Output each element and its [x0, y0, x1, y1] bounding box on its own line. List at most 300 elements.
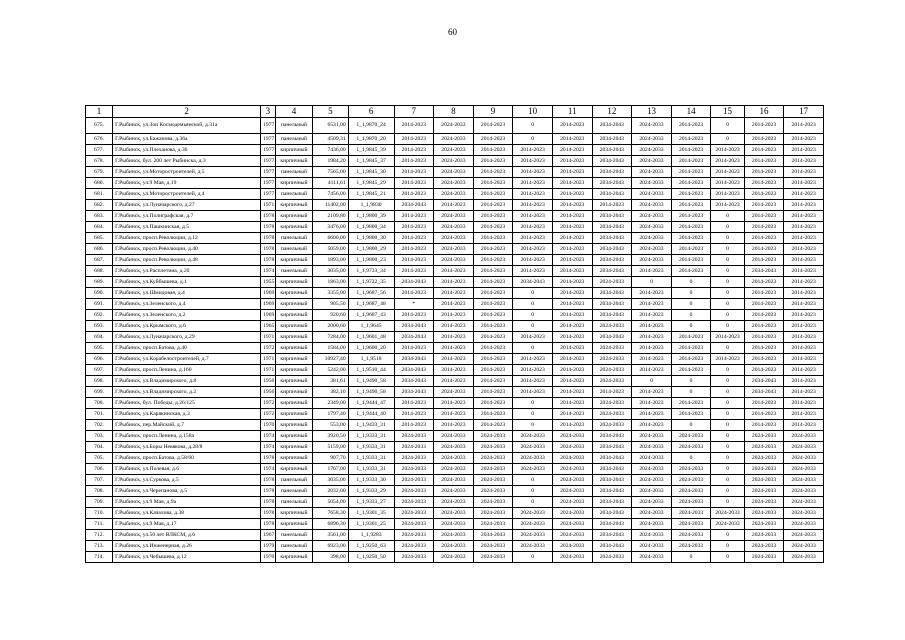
table-cell: 7658,30 — [313, 508, 348, 519]
table-cell: 2024-2033 — [394, 497, 434, 508]
table-cell: 0 — [513, 321, 553, 332]
table-cell: 680. — [86, 178, 113, 189]
table-cell: 1977 — [261, 156, 276, 167]
table-cell: 2014-2023 — [632, 420, 672, 431]
table-cell: панельный — [275, 233, 313, 244]
table-cell: 2024-2033 — [513, 519, 553, 530]
table-cell: 2024-2033 — [632, 497, 672, 508]
column-header: 10 — [513, 106, 553, 118]
table-cell: 2024-2033 — [632, 486, 672, 497]
table-cell: 0 — [513, 420, 553, 431]
table-cell: 0 — [711, 244, 744, 255]
table-cell: 2014-2023 — [744, 134, 784, 145]
table-cell: 2034-2043 — [592, 519, 632, 530]
table-cell: 2014-2023 — [784, 244, 824, 255]
table-cell: 2014-2023 — [784, 211, 824, 222]
table-cell: 1584,00 — [313, 343, 348, 354]
column-header: 15 — [711, 106, 744, 118]
table-cell: 2014-2023 — [473, 118, 513, 134]
table-cell: 2024-2033 — [784, 530, 824, 541]
table-cell: 2014-2023 — [513, 376, 553, 387]
table-cell: 2024-2033 — [473, 475, 513, 486]
table-cell: 5054,00 — [313, 497, 348, 508]
table-body — [86, 118, 824, 563]
table-cell: 1984,20 — [313, 156, 348, 167]
table-cell: 2034-2043 — [592, 530, 632, 541]
table-cell: 0 — [711, 299, 744, 310]
table-cell: 2014-2023 — [473, 145, 513, 156]
table-cell: 2014-2023 — [394, 409, 434, 420]
table-cell: 907,70 — [313, 453, 348, 464]
table-cell: 2014-2023 — [744, 354, 784, 365]
table-cell: 2014-2023 — [744, 211, 784, 222]
table-cell: 677. — [86, 145, 113, 156]
table-cell: 2014-2023 — [473, 310, 513, 321]
table-cell: 2014-2023 — [784, 134, 824, 145]
table-cell: Г.Рыбинск, ул.9 Мая, д.19 — [113, 178, 261, 189]
table-cell: 2034-2043 — [394, 321, 434, 332]
table-cell: 2014-2023 — [784, 321, 824, 332]
table-cell: панельный — [275, 167, 313, 178]
table-cell: 0 — [711, 376, 744, 387]
table-cell: 2014-2023 — [473, 200, 513, 211]
table-cell: 2024-2033 — [434, 464, 474, 475]
table-cell: 2024-2033 — [552, 519, 592, 530]
table-cell: кирпичный — [275, 343, 313, 354]
table-row — [86, 365, 824, 376]
table-cell: 0 — [671, 288, 711, 299]
table-cell: 2014-2023 — [552, 387, 592, 398]
table-cell: 2024-2033 — [552, 508, 592, 519]
table-cell: кирпичный — [275, 398, 313, 409]
table-cell: 1_1,9845_39 — [348, 145, 394, 156]
table-header-row — [86, 106, 824, 118]
table-cell: кирпичный — [275, 310, 313, 321]
table-cell: 1978 — [261, 244, 276, 255]
table-cell: 4111,61 — [313, 178, 348, 189]
table-cell: 2034-2043 — [744, 266, 784, 277]
table-cell: 0 — [711, 277, 744, 288]
table-cell: 1955 — [261, 277, 276, 288]
table-cell: 1_1,9870_20 — [348, 134, 394, 145]
table-cell: 2024-2033 — [744, 552, 784, 563]
table-cell: кирпичный — [275, 277, 313, 288]
table-cell: Г.Рыбинск, ул.9 Мая, д.17 — [113, 519, 261, 530]
table-cell: 2024-2033 — [552, 442, 592, 453]
table-cell: 2024-2033 — [632, 244, 672, 255]
table-cell: 2024-2033 — [592, 420, 632, 431]
table-cell: 3035,00 — [313, 475, 348, 486]
table-cell: 2034-2043 — [592, 145, 632, 156]
table-cell: 2024-2033 — [434, 255, 474, 266]
table-cell: 2014-2023 — [513, 167, 553, 178]
table-cell: 2014-2023 — [744, 420, 784, 431]
table-cell: 0 — [711, 420, 744, 431]
table-cell: 0 — [513, 409, 553, 420]
table-cell: 2014-2023 — [671, 211, 711, 222]
table-cell: 699. — [86, 387, 113, 398]
table-cell: 2024-2033 — [513, 431, 553, 442]
table-cell: 905,50 — [313, 299, 348, 310]
column-header: 9 — [473, 106, 513, 118]
table-cell: 2034-2043 — [592, 211, 632, 222]
table-cell: 2024-2033 — [473, 552, 513, 563]
table-cell: кирпичный — [275, 211, 313, 222]
table-cell: 1_1,9250_63 — [348, 541, 394, 552]
table-cell: 2014-2023 — [552, 189, 592, 200]
table-cell: 0 — [671, 277, 711, 288]
table-cell: 2014-2023 — [552, 409, 592, 420]
table-cell: 0 — [513, 310, 553, 321]
table-cell: 1_1,9687_56 — [348, 288, 394, 299]
table-cell: 1_1,9845_29 — [348, 178, 394, 189]
table-cell: 0 — [513, 475, 553, 486]
table-cell: 2014-2023 — [513, 211, 553, 222]
table-cell: 1977 — [261, 178, 276, 189]
table-row — [86, 541, 824, 552]
table-cell: 2014-2023 — [784, 288, 824, 299]
table-cell: 2014-2023 — [473, 387, 513, 398]
table-cell: 1972 — [261, 409, 276, 420]
table-cell: 0 — [711, 475, 744, 486]
column-header: 14 — [671, 106, 711, 118]
table-cell: 2024-2033 — [744, 475, 784, 486]
table-cell: 2014-2023 — [671, 167, 711, 178]
table-cell: 2014-2023 — [552, 145, 592, 156]
table-cell: 2024-2033 — [632, 541, 672, 552]
table-cell: 2014-2023 — [473, 189, 513, 200]
table-cell: 1969 — [261, 299, 276, 310]
table-cell: 2014-2023 — [632, 332, 672, 343]
table-cell: 2014-2023 — [671, 255, 711, 266]
table-cell: 2014-2023 — [513, 332, 553, 343]
table-cell: 2014-2023 — [711, 167, 744, 178]
table-cell: 703. — [86, 431, 113, 442]
table-cell: 0 — [711, 255, 744, 266]
table-cell: Г.Рыбинск, ул.Зои Космодемьянской, д.31а — [113, 118, 261, 134]
table-cell: 2032,00 — [313, 486, 348, 497]
table-cell: Г.Рыбинск, ул.Моторостроителей, д.5 — [113, 167, 261, 178]
table-cell: 2024-2033 — [473, 497, 513, 508]
table-cell: кирпичный — [275, 508, 313, 519]
table-cell: 2034-2043 — [394, 354, 434, 365]
table-cell: 2024-2033 — [434, 167, 474, 178]
table-cell: 2014-2023 — [552, 321, 592, 332]
table-cell: 2024-2033 — [434, 134, 474, 145]
table-cell: 2014-2023 — [434, 409, 474, 420]
table-cell: 2014-2023 — [473, 167, 513, 178]
table-cell: 1970 — [261, 552, 276, 563]
table-cell: 688. — [86, 266, 113, 277]
table-cell: 2024-2033 — [434, 178, 474, 189]
table-cell: 2024-2033 — [784, 464, 824, 475]
table-cell: 2024-2033 — [434, 497, 474, 508]
table-cell: 3561,00 — [313, 530, 348, 541]
table-cell: 2014-2023 — [513, 255, 553, 266]
table-cell: 2014-2023 — [473, 376, 513, 387]
table-row — [86, 244, 824, 255]
table-cell: 2024-2033 — [513, 530, 553, 541]
table-cell: 1978 — [261, 255, 276, 266]
table-cell: 1_1,9301_35 — [348, 508, 394, 519]
table-cell: 2024-2033 — [784, 486, 824, 497]
table-cell: кирпичный — [275, 453, 313, 464]
table-row — [86, 299, 824, 310]
table-cell: 2024-2033 — [632, 431, 672, 442]
table-cell: 2024-2033 — [473, 464, 513, 475]
table-cell: 2014-2023 — [473, 354, 513, 365]
table-cell: 2024-2033 — [784, 431, 824, 442]
table-cell: 2034-2043 — [592, 178, 632, 189]
table-cell: кирпичный — [275, 409, 313, 420]
table-cell: 7565,00 — [313, 167, 348, 178]
table-cell: 2014-2023 — [394, 211, 434, 222]
table-cell: 2024-2033 — [434, 541, 474, 552]
table-row — [86, 376, 824, 387]
table-cell: 2024-2033 — [784, 497, 824, 508]
table-cell: 1967 — [261, 530, 276, 541]
table-cell: 2034-2043 — [592, 118, 632, 134]
table-cell: 2014-2023 — [744, 222, 784, 233]
table-cell: Г.Рыбинск, бул. 200 лет Рыбинска, д.3 — [113, 156, 261, 167]
table-cell: 2024-2033 — [671, 442, 711, 453]
table-cell: 2014-2023 — [744, 145, 784, 156]
table-cell: 1_1,9845_21 — [348, 189, 394, 200]
table-cell: 2014-2023 — [552, 365, 592, 376]
table-cell: 2014-2023 — [434, 299, 474, 310]
table-cell: 2014-2023 — [394, 118, 434, 134]
table-cell: 2024-2033 — [632, 211, 672, 222]
table-cell: 2014-2023 — [552, 277, 592, 288]
table-cell: 2024-2033 — [632, 552, 672, 563]
table-cell: 2014-2023 — [744, 244, 784, 255]
table-cell: кирпичный — [275, 365, 313, 376]
table-cell: 2014-2023 — [744, 189, 784, 200]
table-cell: 2014-2023 — [513, 244, 553, 255]
table-cell: 714. — [86, 552, 113, 563]
table-cell: 2014-2023 — [434, 200, 474, 211]
table-cell: 7456,00 — [313, 189, 348, 200]
table-cell: 398,00 — [313, 552, 348, 563]
table-cell: 2014-2023 — [671, 398, 711, 409]
column-header: 16 — [744, 106, 784, 118]
table-cell: 0 — [513, 486, 553, 497]
table-cell: 2024-2033 — [394, 530, 434, 541]
table-row — [86, 288, 824, 299]
table-cell: 1978 — [261, 497, 276, 508]
table-cell: 1_1,9490_58 — [348, 376, 394, 387]
table-cell: 1971 — [261, 354, 276, 365]
table-cell: 0 — [711, 464, 744, 475]
table-cell: 2024-2033 — [434, 387, 474, 398]
table-row — [86, 486, 824, 497]
table-cell: кирпичный — [275, 354, 313, 365]
table-cell: 2024-2033 — [592, 409, 632, 420]
table-cell: 0 — [671, 310, 711, 321]
table-cell: 2014-2023 — [711, 189, 744, 200]
table-row — [86, 222, 824, 233]
table-row — [86, 189, 824, 200]
table-cell: 2024-2033 — [632, 233, 672, 244]
table-cell: Г.Рыбинск, просп.Революции, д.40 — [113, 244, 261, 255]
table-cell: 2014-2023 — [473, 332, 513, 343]
table-cell: Г.Рыбинск, ул.Пашкинская, д.5 — [113, 222, 261, 233]
table-cell: 0 — [711, 486, 744, 497]
table-cell: панельный — [275, 530, 313, 541]
table-cell: 2014-2023 — [513, 266, 553, 277]
table-cell: 2014-2023 — [671, 233, 711, 244]
table-cell: Г.Рыбинск, ул.Суркова, д.5 — [113, 475, 261, 486]
table-cell: 2014-2023 — [434, 398, 474, 409]
table-cell: 2014-2023 — [552, 310, 592, 321]
table-row — [86, 409, 824, 420]
table-cell: Г.Рыбинск, ул.9 Мая, д.9а — [113, 497, 261, 508]
table-cell: 2014-2023 — [784, 189, 824, 200]
table-row — [86, 442, 824, 453]
table-cell: 2034-2043 — [513, 277, 553, 288]
table-cell: 2014-2023 — [784, 332, 824, 343]
table-cell: 2014-2023 — [671, 409, 711, 420]
table-cell: 2014-2023 — [632, 409, 672, 420]
table-cell: 2014-2023 — [744, 398, 784, 409]
table-cell: 1978 — [261, 519, 276, 530]
table-cell: 2014-2023 — [784, 255, 824, 266]
table-cell: 2024-2033 — [592, 354, 632, 365]
table-cell: 2024-2033 — [434, 244, 474, 255]
table-cell: 2024-2033 — [632, 200, 672, 211]
table-cell: 2034-2043 — [394, 376, 434, 387]
table-cell: 2014-2023 — [784, 387, 824, 398]
table-row — [86, 233, 824, 244]
table-cell: 2024-2033 — [434, 552, 474, 563]
table-cell: 2024-2033 — [671, 486, 711, 497]
table-cell: 693. — [86, 321, 113, 332]
table-cell: 2024-2033 — [784, 541, 824, 552]
table-cell: 2014-2023 — [513, 354, 553, 365]
table-cell: 2024-2033 — [711, 508, 744, 519]
table-cell: 2014-2023 — [434, 332, 474, 343]
table-cell: 1863,00 — [313, 277, 348, 288]
table-cell: 0 — [711, 266, 744, 277]
table-cell: 2014-2023 — [552, 376, 592, 387]
table-cell: 2349,00 — [313, 398, 348, 409]
table-cell: 2014-2023 — [552, 288, 592, 299]
table-row — [86, 211, 824, 222]
table-cell: 2014-2023 — [711, 178, 744, 189]
table-cell: Г.Рыбинск, ул.Инженерная, д.26 — [113, 541, 261, 552]
table-cell: 2024-2033 — [394, 475, 434, 486]
table-cell: 2024-2033 — [784, 442, 824, 453]
table-cell: Г.Рыбинск, ул.Владимирского, д.2 — [113, 387, 261, 398]
table-cell: 0 — [513, 552, 553, 563]
table-cell: Г.Рыбинск, просп.Революции, д.12 — [113, 233, 261, 244]
table-cell: 2014-2023 — [473, 244, 513, 255]
table-cell: 2024-2033 — [744, 442, 784, 453]
table-cell: 2014-2023 — [671, 189, 711, 200]
table-cell: 2024-2033 — [434, 189, 474, 200]
table-cell: 2024-2033 — [394, 519, 434, 530]
table-cell: 1_1,9333_30 — [348, 475, 394, 486]
table-cell: 1_1,9800_30 — [348, 233, 394, 244]
table-cell: 2024-2033 — [394, 464, 434, 475]
table-cell: 0 — [671, 376, 711, 387]
table-cell: 2024-2033 — [552, 464, 592, 475]
table-cell: 2014-2023 — [473, 156, 513, 167]
table-row — [86, 167, 824, 178]
table-cell: 2014-2023 — [473, 288, 513, 299]
table-cell: 2034-2043 — [592, 332, 632, 343]
table-cell: 2014-2023 — [473, 321, 513, 332]
table-cell: 1_1,9800_23 — [348, 255, 394, 266]
table-cell: 0 — [711, 409, 744, 420]
table-cell: 0 — [513, 299, 553, 310]
table-cell: 681. — [86, 189, 113, 200]
table-cell: 695. — [86, 343, 113, 354]
table-row — [86, 343, 824, 354]
table-cell: 2014-2023 — [513, 233, 553, 244]
table-cell: 2034-2043 — [394, 200, 434, 211]
column-header: 1 — [86, 106, 113, 118]
table-cell: 2024-2033 — [784, 519, 824, 530]
table-cell: 2014-2023 — [434, 343, 474, 354]
table-cell: Г.Рыбинск, ул.Карякинская, д.3 — [113, 409, 261, 420]
table-cell: Г.Рыбинск, ул.Луначарского, д.29 — [113, 332, 261, 343]
table-cell: 2024-2033 — [632, 519, 672, 530]
table-cell: кирпичный — [275, 299, 313, 310]
table-cell: 2014-2023 — [671, 244, 711, 255]
table-cell: 709. — [86, 497, 113, 508]
table-cell: 689. — [86, 277, 113, 288]
table-cell: 1767,00 — [313, 464, 348, 475]
table-cell: 2014-2023 — [632, 398, 672, 409]
table-cell: 2034-2043 — [592, 310, 632, 321]
table-cell: 2024-2033 — [744, 530, 784, 541]
table-cell: 2024-2033 — [671, 431, 711, 442]
column-header: 2 — [113, 106, 261, 118]
table-cell: 6600,00 — [313, 233, 348, 244]
table-cell: 2014-2023 — [473, 134, 513, 145]
table-cell: 2014-2023 — [744, 255, 784, 266]
table-cell: кирпичный — [275, 321, 313, 332]
table-cell: 1978 — [261, 486, 276, 497]
table-cell: 2014-2023 — [473, 222, 513, 233]
table-cell: 2014-2023 — [671, 365, 711, 376]
table-cell: 1978 — [261, 475, 276, 486]
table-cell: 2014-2023 — [784, 156, 824, 167]
table-cell: кирпичный — [275, 178, 313, 189]
table-cell: 2024-2033 — [513, 442, 553, 453]
table-cell: 691. — [86, 299, 113, 310]
table-cell: 7284,00 — [313, 332, 348, 343]
table-cell: 678. — [86, 156, 113, 167]
table-row — [86, 475, 824, 486]
table-cell: 2014-2023 — [552, 332, 592, 343]
table-cell: 696. — [86, 354, 113, 365]
table-cell: 1956 — [261, 387, 276, 398]
table-cell: 2014-2023 — [394, 398, 434, 409]
table-cell: 1_1,9444_40 — [348, 409, 394, 420]
table-cell: 0 — [711, 211, 744, 222]
table-cell: 2024-2033 — [394, 541, 434, 552]
table-cell: 712. — [86, 530, 113, 541]
table-cell: Г.Рыбинск, ул.Зеленского, д.2 — [113, 310, 261, 321]
table-row — [86, 200, 824, 211]
table-cell: 2014-2023 — [552, 118, 592, 134]
table-cell: 2014-2023 — [473, 211, 513, 222]
table-cell: 0 — [711, 343, 744, 354]
table-cell: 2024-2033 — [552, 431, 592, 442]
table-cell: 2014-2023 — [434, 288, 474, 299]
